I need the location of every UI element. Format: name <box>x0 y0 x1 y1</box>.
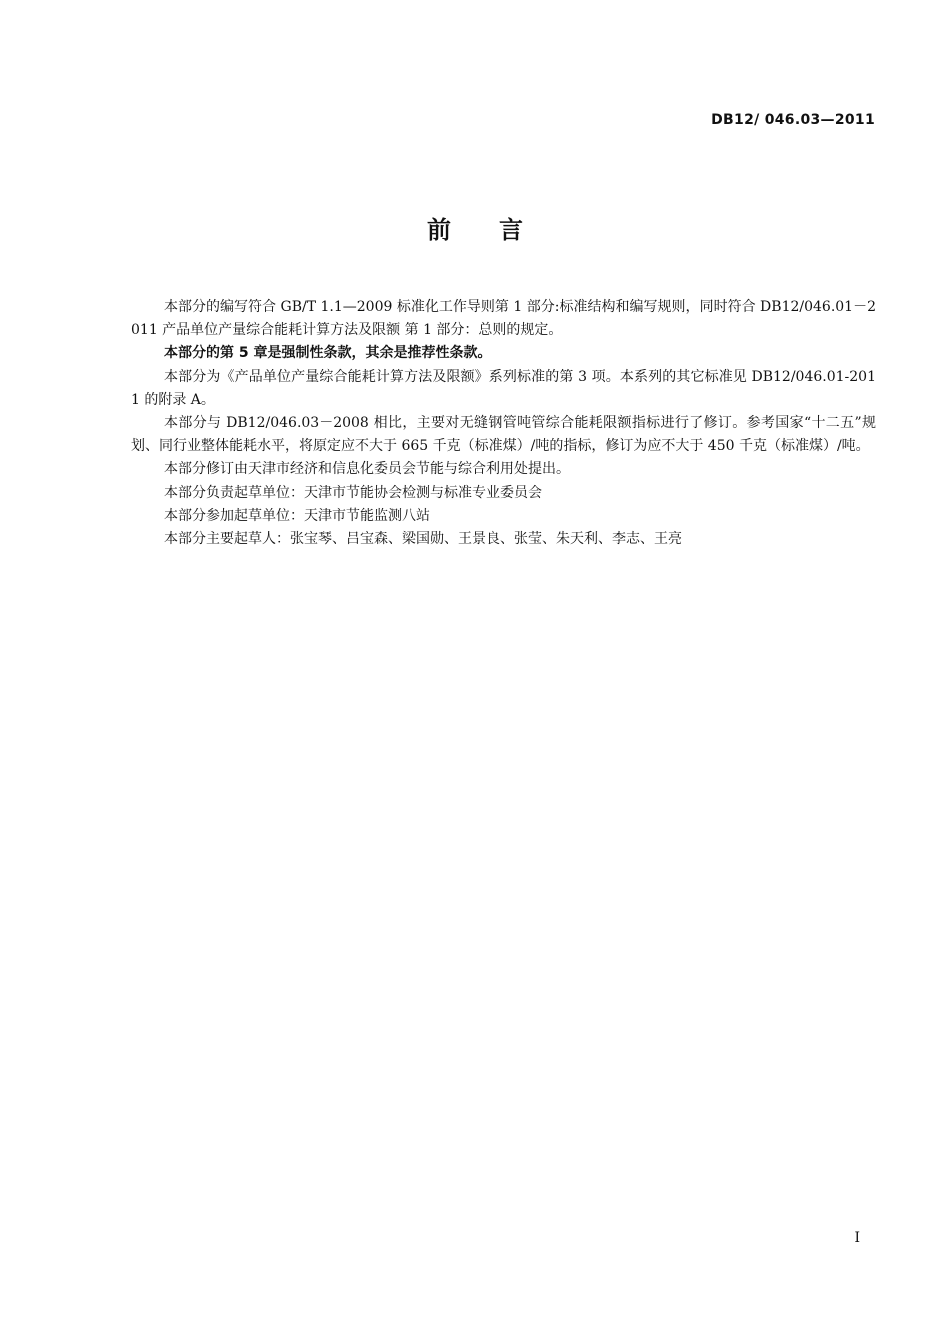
document-code: DB12/ 046.03—2011 <box>711 112 875 128</box>
paragraph-lead-drafter: 本部分负责起草单位：天津市节能协会检测与标准专业委员会 <box>164 484 542 501</box>
paragraph-participating-drafter: 本部分参加起草单位：天津市节能监测八站 <box>164 507 430 524</box>
paragraph-mandatory-clauses: 本部分的第 5 章是强制性条款，其余是推荐性条款。 <box>164 345 492 362</box>
page-title: 前言 <box>427 216 571 244</box>
page-number: I <box>854 1230 860 1246</box>
paragraph-proposer: 本部分修订由天津市经济和信息化委员会节能与综合利用处提出。 <box>164 461 570 478</box>
paragraph-compliance: 本部分的编写符合 GB/T 1.1—2009 标准化工作导则第 1 部分:标准结构和编写规则，同时符合 DB12/046.01－2011 产品单位产量综合能耗计算方法及限额 第 1 部分：总则的规定。 <box>131 299 876 339</box>
paragraph-main-drafters: 本部分主要起草人：张宝琴、吕宝森、梁国勋、王景良、张莹、朱天利、李志、王亮 <box>164 531 682 548</box>
paragraph-revision: 本部分与 DB12/046.03－2008 相比，主要对无缝钢管吨管综合能耗限额指标进行了修订。参考国家“十二五”规划、同行业整体能耗水平，将原定应不大于 665 千克（标准煤）/吨的指标，修订为应不大于 450 千克（标准煤）/吨。 <box>131 415 876 455</box>
foreword-body <box>131 296 876 551</box>
paragraph-series: 本部分为《产品单位产量综合能耗计算方法及限额》系列标准的第 3 项。本系列的其它标准见 DB12/046.01-2011 的附录 A。 <box>131 368 876 408</box>
